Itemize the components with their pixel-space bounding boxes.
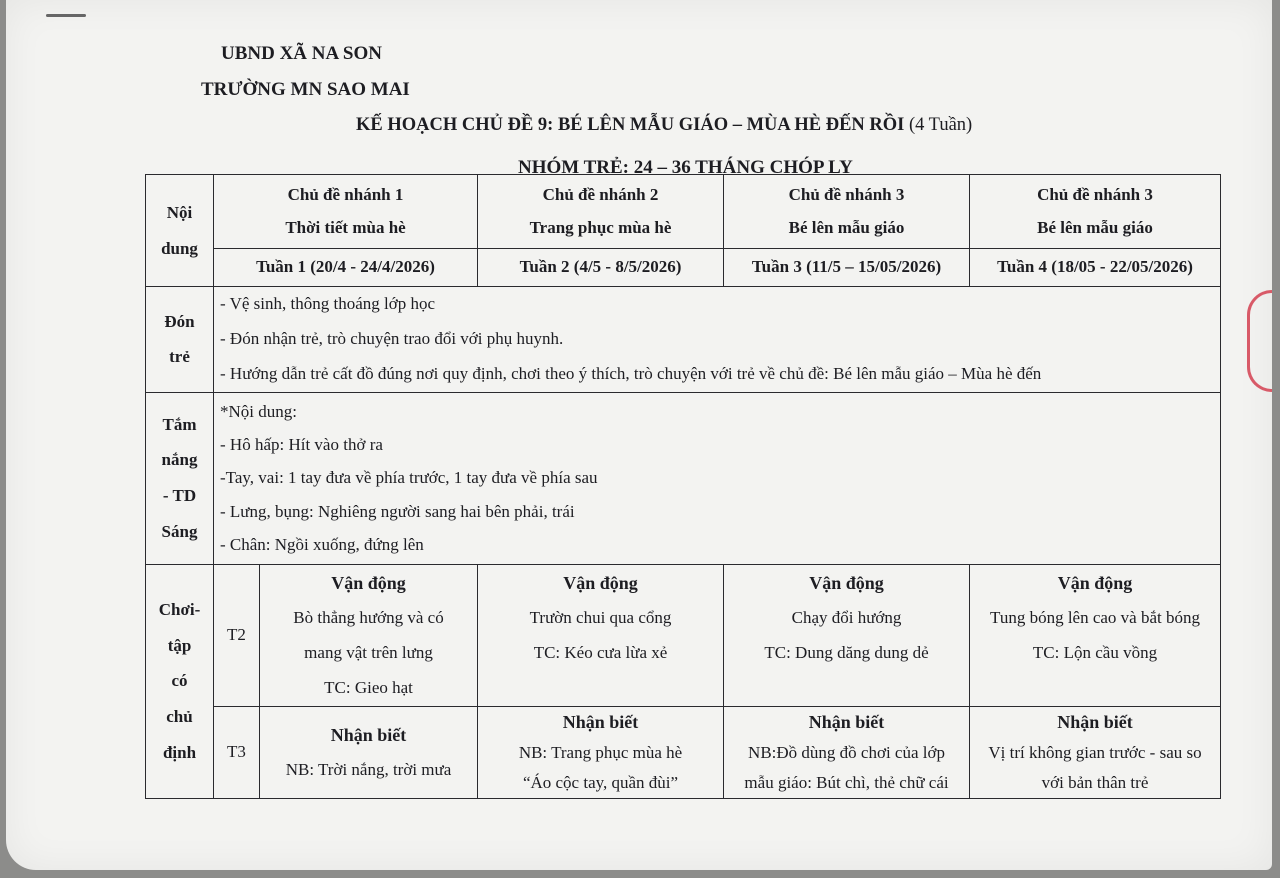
tam-nang-header: Tắm nắng - TD Sáng	[146, 392, 214, 564]
t3-activity-2: Nhận biết NB: Trang phục mùa hè “Áo cộc tay, quần đùi”	[478, 706, 724, 798]
topic-4-header: Chủ đề nhánh 3 Bé lên mẫu giáo	[970, 175, 1221, 249]
tam-nang-content: *Nội dung: - Hô hấp: Hít vào thở ra -Tay, vai: 1 tay đưa về phía trước, 1 tay đưa về phía sau - Lưng, bụng: Nghiêng người sang hai bên phải, trái - Chân: Ngồi xuống, đứng lên	[214, 392, 1221, 564]
group-title: NHÓM TRẺ: 24 – 36 THÁNG CHÓP LY	[518, 157, 853, 178]
t2-activity-3: Vận động Chạy đổi hướng TC: Dung dăng dung dẻ	[724, 564, 970, 706]
school-name: TRƯỜNG MN SAO MAI	[201, 79, 410, 100]
t3-activity-3: Nhận biết NB:Đồ dùng đồ chơi của lớp mẫu giáo: Bút chì, thẻ chữ cái	[724, 706, 970, 798]
plan-title	[356, 115, 972, 136]
plan-title-suffix: (4 Tuần)	[904, 115, 973, 135]
topic-1-header: Chủ đề nhánh 1 Thời tiết mùa hè	[214, 175, 478, 249]
don-tre-header: Đón trẻ	[146, 287, 214, 393]
plan-title-main: KẾ HOẠCH CHỦ ĐỀ 9: BÉ LÊN MẪU GIÁO – MÙA HÈ ĐẾN RỒI	[356, 115, 905, 135]
week-2: Tuần 2 (4/5 - 8/5/2026)	[478, 249, 724, 287]
t3-activity-1: Nhận biết NB: Trời nắng, trời mưa	[260, 706, 478, 798]
don-tre-content: - Vệ sinh, thông thoáng lớp học - Đón nhận trẻ, trò chuyện trao đổi với phụ huynh. - Hướng dẫn trẻ cất đồ đúng nơi quy định, chơi theo ý thích, trò chuyện với trẻ về chủ đề: Bé lên mẫu giáo – Mùa hè đến	[214, 287, 1221, 393]
day-t2: T2	[214, 564, 260, 706]
t2-activity-1: Vận động Bò thẳng hướng và có mang vật trên lưng TC: Gieo hạt	[260, 564, 478, 706]
day-t3: T3	[214, 706, 260, 798]
week-3: Tuần 3 (11/5 – 15/05/2026)	[724, 249, 970, 287]
topic-3-header: Chủ đề nhánh 3 Bé lên mẫu giáo	[724, 175, 970, 249]
choi-tap-header: Chơi- tập có chủ định	[146, 564, 214, 798]
t3-activity-4: Nhận biết Vị trí không gian trước - sau so với bản thân trẻ	[970, 706, 1221, 798]
topic-2-header: Chủ đề nhánh 2 Trang phục mùa hè	[478, 175, 724, 249]
district-name: UBND XÃ NA SON	[221, 43, 382, 64]
week-4: Tuần 4 (18/05 - 22/05/2026)	[970, 249, 1221, 287]
corner-header: Nội dung	[146, 175, 214, 287]
red-stamp	[1247, 290, 1272, 392]
week-1: Tuần 1 (20/4 - 24/4/2026)	[214, 249, 478, 287]
pen-mark	[46, 14, 86, 17]
t2-activity-4: Vận động Tung bóng lên cao và bắt bóng TC: Lộn cầu vồng	[970, 564, 1221, 706]
plan-table	[145, 174, 1221, 799]
t2-activity-2: Vận động Trườn chui qua cổng TC: Kéo cưa lừa xẻ	[478, 564, 724, 706]
